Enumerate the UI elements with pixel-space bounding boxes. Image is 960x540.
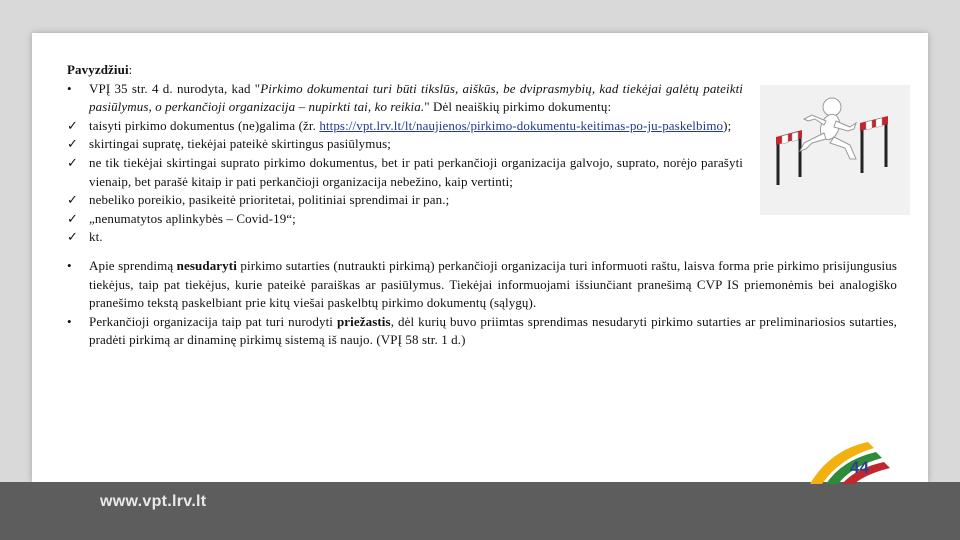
checkmark-icon: ✓ <box>67 192 78 208</box>
bullet-vpi <box>67 80 743 117</box>
bullet-para-1 <box>67 257 897 313</box>
check-item-5-text: „nenumatytos aplinkybės – Covid-19“; <box>89 210 296 226</box>
bullet-vpi-outro: " Dėl neaiškių pirkimo dokumentų: <box>424 99 612 115</box>
check-item-6 <box>67 228 743 247</box>
bullet-vpi-quote: Pirkimo dokumentai turi būti tikslūs, aiškūs, be dviprasmybių, kad tiekėjai galėtų pateikti pasiūlymus, o perkančioji organizacija – nupirkti tai, ko reikia. <box>89 80 744 115</box>
check-item-1-prefix: taisyti pirkimo dokumentus (ne)galima (žr. <box>89 117 320 133</box>
slide <box>32 33 928 482</box>
lower-block <box>67 257 897 350</box>
check-item-2 <box>67 135 743 154</box>
para-1-bold: nesudaryti <box>176 257 237 273</box>
bullet-vpi-intro: VPĮ 35 str. 4 d. nurodyta, kad " <box>89 80 261 96</box>
para-2-before: Perkančioji organizacija taip pat turi nurodyti <box>89 313 337 329</box>
check-item-5 <box>67 210 743 229</box>
heading-colon: : <box>128 62 133 77</box>
checkmark-icon: ✓ <box>67 210 78 226</box>
upper-block <box>67 80 743 247</box>
check-item-4-text: nebeliko poreikio, pasikeitė prioritetai, politiniai sprendimai ir pan.; <box>89 192 450 208</box>
bullet-marker: • <box>67 257 72 273</box>
checkmark-icon: ✓ <box>67 117 78 133</box>
hurdler-figure-icon <box>760 85 910 215</box>
check-item-1 <box>67 117 743 136</box>
pirkimo-dokumentu-keitimas-link[interactable]: https://vpt.lrv.lt/lt/naujienos/pirkimo-dokumentu-keitimas-po-ju-paskelbimo <box>319 117 724 133</box>
check-item-4 <box>67 191 743 210</box>
para-2-text <box>89 313 897 350</box>
bullet-marker: • <box>67 313 72 329</box>
para-1-text <box>89 257 897 313</box>
heading <box>67 61 897 80</box>
footer-bar <box>0 482 960 540</box>
checkmark-icon: ✓ <box>67 229 78 245</box>
para-1-after: pirkimo sutarties (nutraukti pirkimą) perkančioji organizacija turi informuoti raštu, laisva forma prie pirkimo prisijungusius tiekėjus, taip pat tiekėjus, kurie pateikė paraiškas ar pasiūlymus. Tiekėjai informuojami išsiunčiant pranešimą CVP IS priemonėmis bei analogiško pranešimo tekstą paskelbiant prie kitų viešai paskelbtų pirkimo dokumentų (sąlygų). <box>89 257 897 311</box>
para-1-before: Apie sprendimą <box>89 257 177 273</box>
para-2-bold: priežastis <box>336 313 391 329</box>
para-2-after: , dėl kurių buvo priimtas sprendimas nesudaryti pirkimo sutarties ar preliminariosios sutarties, pradėti pirkimą ar dinaminę pirkimų sistemą iš naujo. (VPĮ 58 str. 1 d.) <box>89 313 897 348</box>
lithuania-flag-logo-icon <box>800 436 896 486</box>
checkmark-icon: ✓ <box>67 154 78 170</box>
check-item-2-text: skirtingai supratę, tiekėjai pateikė skirtingus pasiūlymus; <box>89 136 391 152</box>
check-item-1-suffix: ); <box>723 117 732 133</box>
heading-text: Pavyzdžiui <box>67 62 129 77</box>
footer-url: www.vpt.lrv.lt <box>100 493 207 510</box>
check-item-1-text <box>89 117 743 136</box>
page-number: 44 <box>850 458 869 477</box>
check-item-3-text: ne tik tiekėjai skirtingai suprato pirkimo dokumentus, bet ir pati perkančioji organizacija galvojo, suprato, norėjo parašyti vienaip, bet parašė kitaip ir pati perkančioji organizacija nebežino, kaip vertinti; <box>89 154 743 189</box>
bullet-para-2 <box>67 313 897 350</box>
bullet-marker: • <box>67 80 72 96</box>
check-item-3 <box>67 154 743 191</box>
bullet-vpi-text <box>89 80 743 117</box>
checkmark-icon: ✓ <box>67 136 78 152</box>
hurdle-illustration <box>760 85 910 215</box>
check-item-6-text: kt. <box>89 229 103 245</box>
